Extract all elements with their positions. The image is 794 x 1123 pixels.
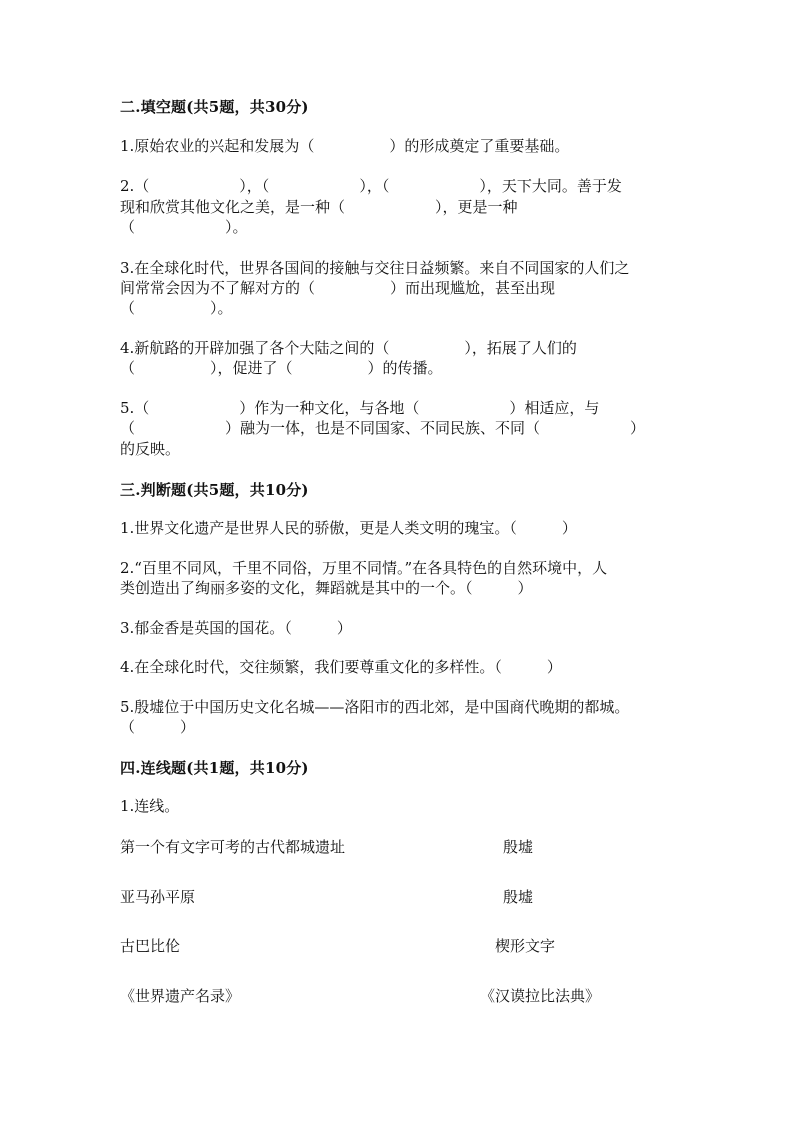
fill-blank-question-4-line-1: 4.新航路的开辟加强了各个大陆之间的（ ），拓展了人们的: [120, 339, 577, 357]
fill-blank-question-5-line-2: （ ）融为一体，也是不同国家、不同民族、不同（ ）: [120, 419, 646, 437]
fill-blank-question-5-line-1: 5.（ ）作为一种文化，与各地（ ）相适应，与: [120, 399, 600, 417]
fill-blank-question-3-line-1: 3.在全球化时代，世界各国间的接触与交往日益频繁。来自不同国家的人们之: [120, 259, 630, 277]
matching-right-item-1: 殷墟: [503, 838, 534, 856]
matching-left-item-2: 亚马孙平原: [120, 888, 196, 906]
matching-question-1: 1.连线。: [120, 797, 180, 815]
matching-left-item-1: 第一个有文字可考的古代都城遗址: [120, 838, 346, 856]
fill-blank-question-1: 1.原始农业的兴起和发展为（ ）的形成奠定了重要基础。: [120, 137, 570, 155]
fill-blank-question-2-line-3: （ ）。: [120, 218, 248, 236]
section-heading-matching: 四.连线题(共1题，共10分): [120, 759, 309, 777]
matching-left-item-3: 古巴比伦: [120, 937, 181, 955]
fill-blank-question-3-line-2: 间常常会因为不了解对方的（ ）而出现尴尬，甚至出现: [120, 279, 556, 297]
section-heading-true-false: 三.判断题(共5题，共10分): [120, 481, 309, 499]
matching-right-item-2: 殷墟: [503, 888, 534, 906]
fill-blank-question-2-line-1: 2.（ ），（ ），（ ），天下大同。善于发: [120, 177, 622, 195]
true-false-question-3: 3.郁金香是英国的国花。（ ）: [120, 619, 352, 637]
fill-blank-question-3-line-3: （ ）。: [120, 299, 233, 317]
true-false-question-4: 4.在全球化时代，交往频繁，我们要尊重文化的多样性。（ ）: [120, 658, 562, 676]
matching-right-item-4: 《汉谟拉比法典》: [480, 987, 601, 1005]
fill-blank-question-4-line-2: （ ），促进了（ ）的传播。: [120, 359, 443, 377]
true-false-question-2-line-2: 类创造出了绚丽多姿的文化，舞蹈就是其中的一个。（ ）: [120, 579, 533, 597]
matching-left-item-4: 《世界遗产名录》: [120, 987, 241, 1005]
section-heading-fill-blank: 二.填空题(共5题，共30分): [120, 98, 309, 116]
true-false-question-5-line-2: （ ）: [120, 718, 196, 736]
fill-blank-question-5-line-3: 的反映。: [120, 440, 181, 458]
true-false-question-5-line-1: 5.殷墟位于中国历史文化名城——洛阳市的西北郊，是中国商代晚期的都城。: [120, 698, 630, 716]
true-false-question-1: 1.世界文化遗产是世界人民的骄傲，更是人类文明的瑰宝。（ ）: [120, 519, 577, 537]
matching-right-item-3: 楔形文字: [495, 937, 556, 955]
fill-blank-question-2-line-2: 现和欣赏其他文化之美，是一种（ ），更是一种: [120, 198, 518, 216]
true-false-question-2-line-1: 2.“百里不同风，千里不同俗，万里不同情。”在各具特色的自然环境中，人: [120, 559, 608, 577]
